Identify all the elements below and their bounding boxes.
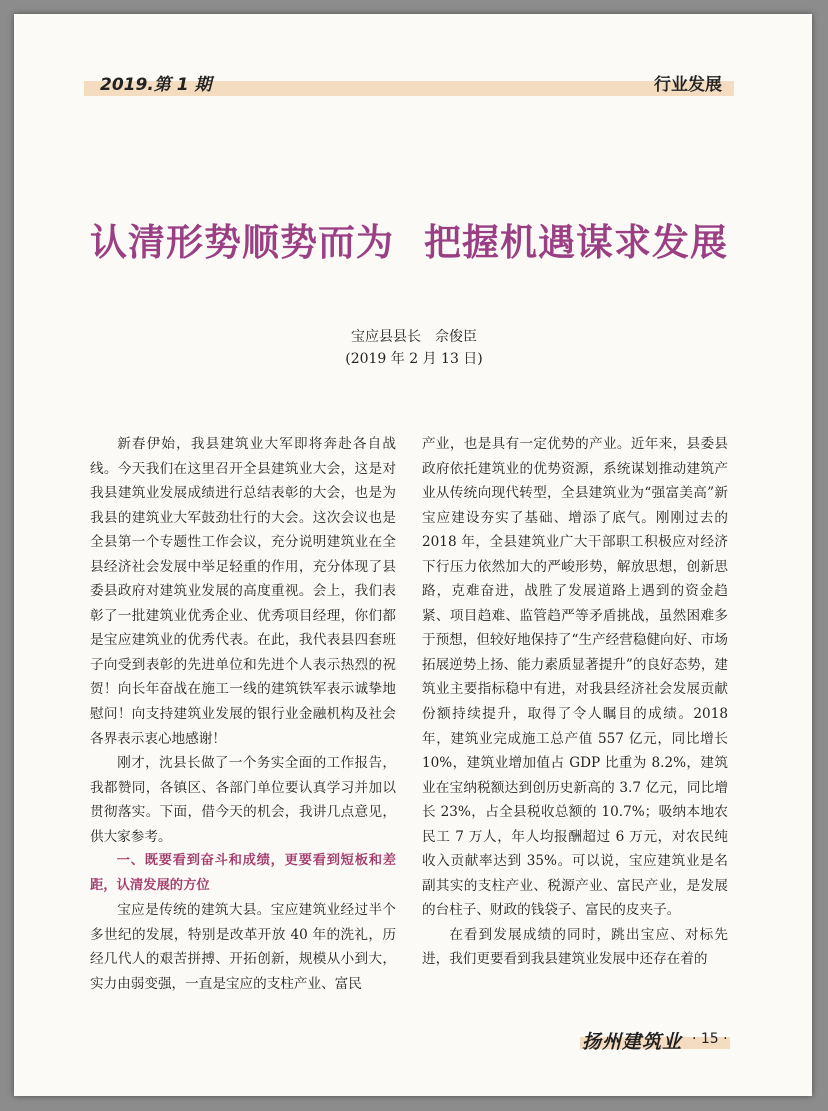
- title-part-2: 把握机遇谋求发展: [424, 221, 728, 264]
- byline: [0, 326, 828, 370]
- paragraph: 在看到发展成绩的同时，跳出宝应、对标先进，我们更要看到我县建筑业发展中还存在着的: [422, 926, 728, 968]
- paragraph: 宝应是传统的建筑大县。宝应建筑业经过半个多世纪的发展，特别是改革开放 40 年的洗礼，历经几代人的艰苦拼搏、开拓创新，规模从小到大，实力由弱变强，一直是宝应的支柱产业、富民: [90, 902, 396, 993]
- article-title: [90, 212, 740, 266]
- title-part-1: 认清形势顺势而为: [90, 221, 394, 264]
- section-label: 行业发展: [654, 75, 722, 95]
- left-column: [90, 432, 396, 997]
- section-heading: 一、既要看到奋斗和成绩，更要看到短板和差距，认清发展的方位: [90, 853, 396, 893]
- paragraph: 刚才，沈县长做了一个务实全面的工作报告，我都赞同，各镇区、各部门单位要认真学习并加以贯彻落实。下面，借今天的机会，我讲几点意见，供大家参考。: [90, 755, 396, 845]
- speech-date: (2019 年 2 月 13 日): [345, 351, 483, 367]
- author: 宝应县县长 佘俊臣: [351, 329, 477, 345]
- magazine-logo: 扬州建筑业: [582, 1031, 683, 1053]
- page-number: · 15 ·: [692, 1031, 728, 1047]
- issue-label: 2019.第 1 期: [100, 75, 212, 95]
- right-column: [422, 432, 728, 972]
- paragraph: 新春伊始，我县建筑业大军即将奔赴各自战线。今天我们在这里召开全县建筑业大会，这是对我县建筑业发展成绩进行总结表彰的大会，也是为我县的建筑业大军鼓劲壮行的大会。这次会议也是全县第一个专题性工作会议，充分说明建筑业在全县经济社会发展中举足轻重的作用，充分体现了县委县政府对建筑业发展的高度重视。会上，我们表彰了一批建筑业优秀企业、优秀项目经理，你们都是宝应建筑业的优秀代表。在此，我代表县四套班子向受到表彰的先进单位和先进个人表示热烈的祝贺！向长年奋战在施工一线的建筑铁军表示诚挚地慰问！向支持建筑业发展的银行业金融机构及社会各界表示衷心地感谢！: [90, 436, 396, 747]
- paragraph: 产业，也是具有一定优势的产业。近年来，县委县政府依托建筑业的优势资源，系统谋划推动建筑产业从传统向现代转型，全县建筑业为“强富美高”新宝应建设夯实了基础、增添了底气。刚刚过去的 2018 年，全县建筑业广大干部职工积极应对经济下行压力依然加大的严峻形势，解放思想，创新思路，克难奋进，战胜了发展道路上遇到的资金趋紧、项目趋难、监管趋严等矛盾挑战，虽然困难多于预想，但较好地保持了“生产经营稳健向好、市场拓展逆势上扬、能力素质显著提升”的良好态势，建筑业主要指标稳中有进，对我县经济社会发展贡献份额持续提升，取得了令人瞩目的成绩。2018 年，建筑业完成施工总产值 557 亿元，同比增长 10%，建筑业增加值占 GDP 比重为 8.2%，建筑业在宝纳税额达到创历史新高的 3.7 亿元，同比增长 23%，占全县税收总额的 10.7%；吸纳本地农民工 7 万人，年人均报酬超过 6 万元，对农民纯收入贡献率达到 35%。可以说，宝应建筑业是名副其实的支柱产业、税源产业、富民产业，是发展的台柱子、财政的钱袋子、富民的皮夹子。: [422, 436, 729, 919]
